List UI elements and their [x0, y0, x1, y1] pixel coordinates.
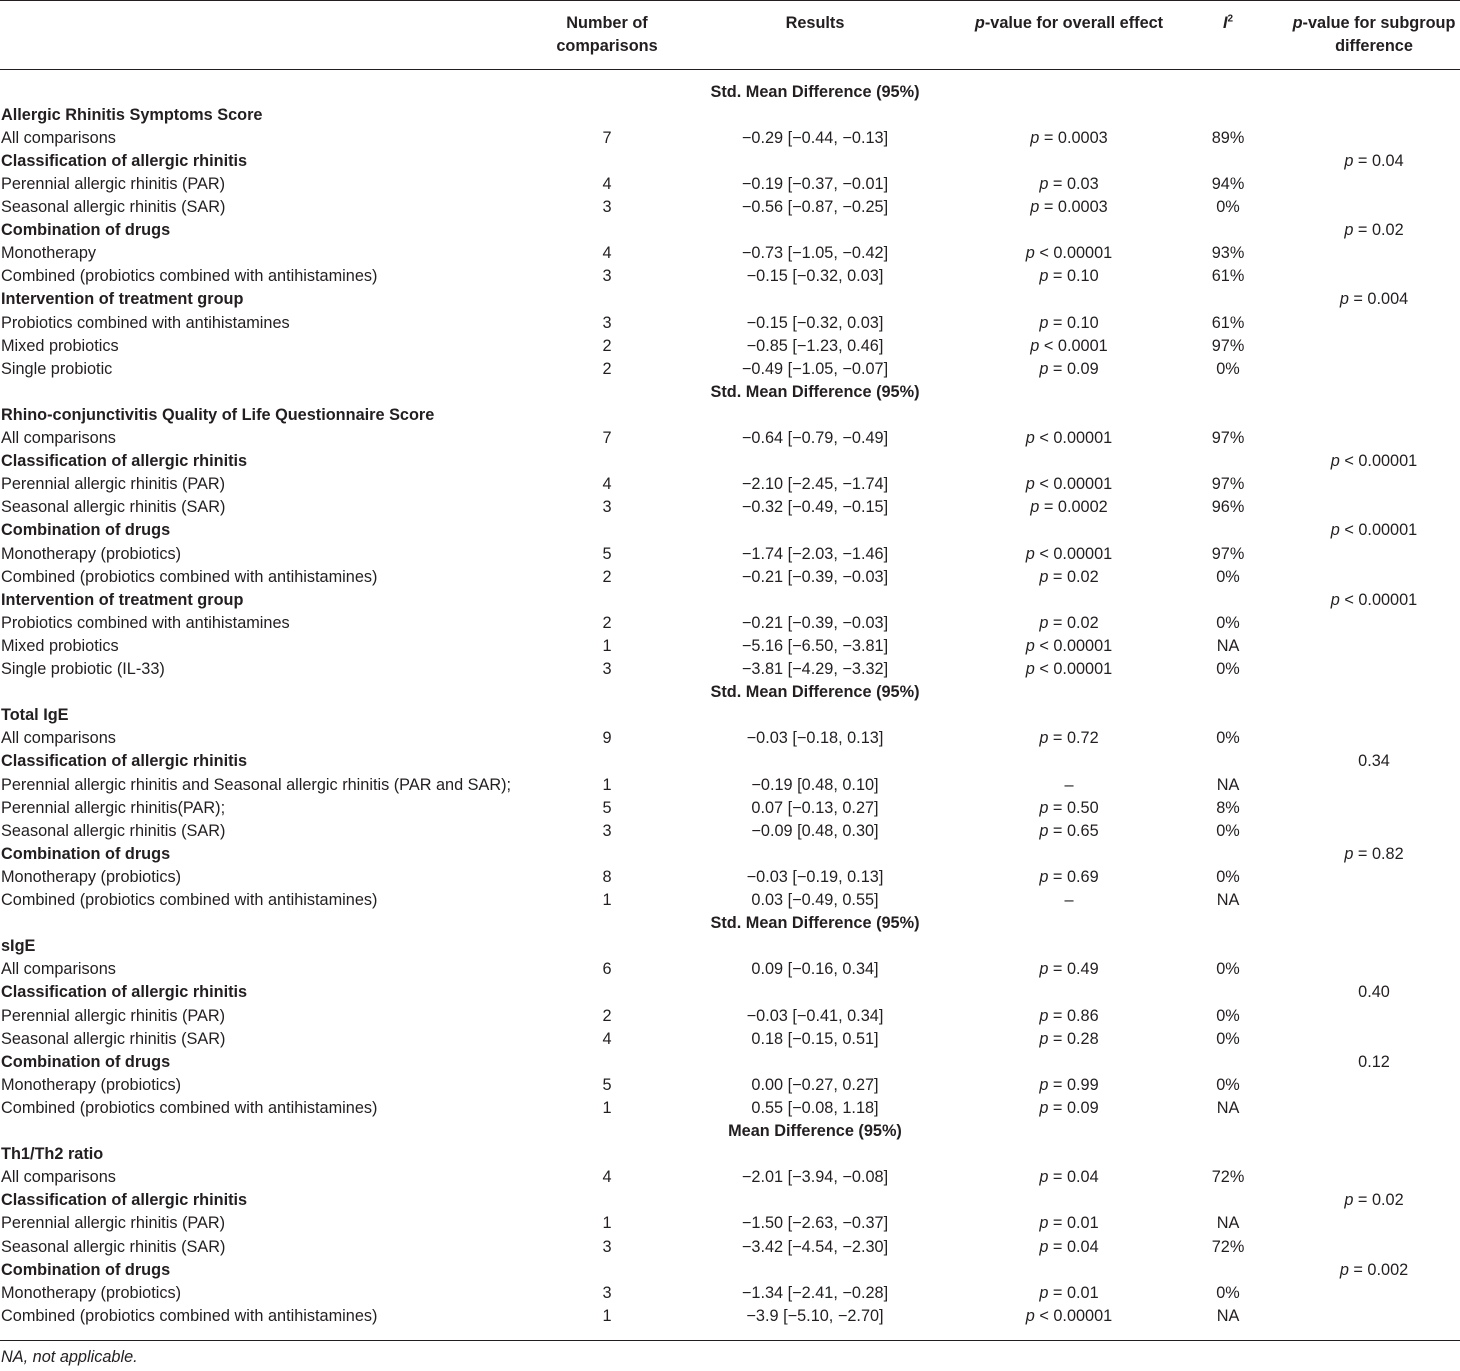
i2-value: 0% — [1216, 567, 1240, 586]
result-value: −2.01 [−3.94, −0.08] — [741, 1168, 889, 1187]
i2-value: NA — [1216, 1214, 1240, 1233]
overall-p-value: p < 0.00001 — [1025, 636, 1113, 655]
overall-p-value: p = 0.72 — [1039, 729, 1099, 748]
row-label: All comparisons — [1, 128, 116, 147]
comparisons-count: 3 — [602, 1283, 612, 1302]
table-row — [0, 889, 1460, 912]
subgroup-p-value: 0.12 — [1358, 1052, 1390, 1071]
row-label: Perennial allergic rhinitis (PAR) — [1, 1006, 226, 1025]
table-row — [0, 566, 1460, 589]
group-label: Intervention of treatment group — [1, 290, 244, 309]
i2-value: 0% — [1216, 1006, 1240, 1025]
i2-value: 0% — [1216, 821, 1240, 840]
result-value: 0.00 [−0.27, 0.27] — [751, 1075, 879, 1094]
i2-value: 94% — [1211, 174, 1245, 193]
table-row — [0, 265, 1460, 288]
i2-value: 0% — [1216, 359, 1240, 378]
row-label: Monotherapy (probiotics) — [1, 1075, 182, 1094]
overall-p-value: p = 0.01 — [1039, 1214, 1099, 1233]
group-label: Combination of drugs — [1, 1052, 171, 1071]
subgroup-p-value: p = 0.82 — [1344, 844, 1404, 863]
result-value: −0.73 [−1.05, −0.42] — [741, 244, 889, 263]
group-label: Allergic Rhinitis Symptoms Score — [1, 105, 263, 124]
comparisons-count: 3 — [602, 821, 612, 840]
i2-value: 97% — [1211, 336, 1245, 355]
overall-p-value: p = 0.03 — [1039, 174, 1099, 193]
table-row — [0, 312, 1460, 335]
row-label: Perennial allergic rhinitis and Seasonal allergic rhinitis (PAR and SAR); — [1, 775, 512, 794]
result-value: 0.07 [−0.13, 0.27] — [751, 798, 879, 817]
comparisons-count: 1 — [602, 891, 612, 909]
overall-p-value: p < 0.00001 — [1025, 544, 1113, 563]
subgroup-p-value: 0.40 — [1358, 983, 1390, 1002]
group-label: Combination of drugs — [1, 521, 171, 540]
comparisons-count: 7 — [602, 429, 612, 447]
i2-value: 0% — [1216, 1075, 1240, 1094]
comparisons-count: 4 — [602, 475, 612, 494]
subgroup-p-value: p = 0.02 — [1344, 1191, 1404, 1210]
table-row — [0, 1028, 1460, 1051]
section-label: Std. Mean Difference (95%) — [710, 683, 920, 702]
result-value: 0.03 [−0.49, 0.55] — [751, 891, 879, 909]
comparisons-count: 4 — [602, 1168, 612, 1187]
group-label: Intervention of treatment group — [1, 590, 244, 609]
table-row — [0, 242, 1460, 265]
comparisons-count: 1 — [602, 1098, 612, 1117]
section-heading — [0, 681, 1460, 704]
result-value: −0.19 [−0.37, −0.01] — [741, 174, 889, 193]
comparisons-count: 5 — [602, 798, 612, 817]
section-heading — [0, 1120, 1460, 1143]
row-label: Mixed probiotics — [1, 636, 119, 655]
result-value: −0.49 [−1.05, −0.07] — [741, 359, 889, 378]
overall-p-value: p = 0.02 — [1039, 567, 1099, 586]
table-row — [0, 1005, 1460, 1028]
table-row — [0, 1097, 1460, 1120]
group-heading — [0, 981, 1460, 1004]
table-row — [0, 797, 1460, 820]
result-value: −3.81 [−4.29, −3.32] — [741, 660, 889, 678]
result-value: −0.03 [−0.41, 0.34] — [746, 1006, 884, 1025]
comparisons-count: 2 — [602, 1006, 612, 1025]
comparisons-count: 8 — [602, 867, 612, 886]
result-value: −1.34 [−2.41, −0.28] — [741, 1283, 889, 1302]
row-label: Perennial allergic rhinitis (PAR) — [1, 475, 226, 494]
subgroup-p-value: p = 0.004 — [1339, 290, 1409, 309]
group-heading — [0, 750, 1460, 773]
table-row — [0, 427, 1460, 450]
result-value: −1.50 [−2.63, −0.37] — [741, 1214, 889, 1233]
overall-p-value: p = 0.10 — [1039, 267, 1099, 286]
group-heading — [0, 150, 1460, 173]
comparisons-count: 5 — [602, 1075, 612, 1094]
overall-p-value: p < 0.00001 — [1025, 660, 1113, 678]
row-label: Probiotics combined with antihistamines — [1, 613, 290, 632]
row-label: Combined (probiotics combined with antihistamines) — [1, 567, 378, 586]
group-heading — [0, 843, 1460, 866]
table-row — [0, 820, 1460, 843]
row-label: Seasonal allergic rhinitis (SAR) — [1, 1237, 226, 1256]
i2-value: 97% — [1211, 475, 1245, 494]
overall-p-value: p = 0.04 — [1039, 1237, 1099, 1256]
row-label: Seasonal allergic rhinitis (SAR) — [1, 498, 226, 517]
table-row — [0, 727, 1460, 750]
overall-p-value: p = 0.0002 — [1030, 498, 1108, 517]
table-row — [0, 1282, 1460, 1305]
row-label: All comparisons — [1, 429, 116, 447]
comparisons-count: 3 — [602, 313, 612, 332]
group-heading — [0, 404, 1460, 427]
table-row — [0, 335, 1460, 358]
footnote: NA, not applicable. — [1, 1348, 138, 1366]
table-row — [0, 1305, 1460, 1328]
subgroup-p-value: p < 0.00001 — [1330, 452, 1418, 471]
overall-p-value: p = 0.0003 — [1030, 128, 1108, 147]
result-value: −0.56 [−0.87, −0.25] — [741, 198, 889, 216]
group-label: Total IgE — [1, 706, 69, 725]
i2-value: NA — [1216, 1098, 1240, 1117]
overall-p-value: p = 0.69 — [1039, 867, 1099, 886]
group-heading — [0, 935, 1460, 958]
comparisons-count: 2 — [602, 613, 612, 632]
row-label: Combined (probiotics combined with antihistamines) — [1, 1098, 378, 1117]
subgroup-p-value: p < 0.00001 — [1330, 521, 1418, 540]
overall-p-value: p = 0.04 — [1039, 1168, 1099, 1187]
overall-p-value: p = 0.28 — [1039, 1029, 1099, 1048]
section-label: Std. Mean Difference (95%) — [710, 82, 920, 101]
result-value: −0.85 [−1.23, 0.46] — [746, 336, 884, 355]
result-value: 0.09 [−0.16, 0.34] — [751, 960, 879, 979]
overall-p-value: p = 0.10 — [1039, 313, 1099, 332]
comparisons-count: 3 — [602, 498, 612, 517]
header-overall-p: p-value for overall effect — [974, 14, 1164, 32]
comparisons-count: 3 — [602, 267, 612, 286]
header-comparisons: Number of comparisons — [556, 14, 658, 55]
overall-p-value: p < 0.00001 — [1025, 1306, 1113, 1325]
group-heading — [0, 519, 1460, 542]
overall-p-value: p < 0.00001 — [1025, 475, 1113, 494]
result-value: −0.21 [−0.39, −0.03] — [741, 613, 889, 632]
result-value: −0.21 [−0.39, −0.03] — [741, 567, 889, 586]
row-label: Perennial allergic rhinitis(PAR); — [1, 798, 226, 817]
table-row — [0, 496, 1460, 519]
subgroup-p-value: p = 0.002 — [1339, 1260, 1409, 1279]
table-row — [0, 958, 1460, 981]
result-value: −0.15 [−0.32, 0.03] — [746, 267, 884, 286]
result-value: −2.10 [−2.45, −1.74] — [741, 475, 889, 494]
table-row — [0, 173, 1460, 196]
row-label: Seasonal allergic rhinitis (SAR) — [1, 1029, 226, 1048]
result-value: −3.42 [−4.54, −2.30] — [741, 1237, 889, 1256]
group-heading — [0, 1259, 1460, 1282]
i2-value: 93% — [1211, 244, 1245, 263]
table-row — [0, 1074, 1460, 1097]
group-label: Combination of drugs — [1, 1260, 171, 1279]
comparisons-count: 2 — [602, 336, 612, 355]
result-value: 0.18 [−0.15, 0.51] — [751, 1029, 879, 1048]
group-heading — [0, 1143, 1460, 1166]
group-label: Th1/Th2 ratio — [1, 1145, 104, 1164]
group-heading — [0, 1051, 1460, 1074]
i2-value: 89% — [1211, 128, 1245, 147]
group-label: sIgE — [1, 937, 36, 956]
comparisons-count: 3 — [602, 198, 612, 216]
group-heading — [0, 288, 1460, 311]
overall-p-value: p = 0.99 — [1039, 1075, 1099, 1094]
subgroup-p-value: p = 0.02 — [1344, 221, 1404, 240]
comparisons-count: 5 — [602, 544, 612, 563]
group-label: Classification of allergic rhinitis — [1, 752, 248, 771]
result-value: −0.29 [−0.44, −0.13] — [741, 128, 889, 147]
overall-p-value: – — [1064, 775, 1074, 794]
row-label: Monotherapy (probiotics) — [1, 1283, 182, 1302]
i2-value: 72% — [1211, 1168, 1245, 1187]
result-value: −0.19 [0.48, 0.10] — [751, 775, 879, 794]
table-row — [0, 473, 1460, 496]
overall-p-value: p = 0.50 — [1039, 798, 1099, 817]
group-label: Combination of drugs — [1, 221, 171, 240]
result-value: −0.03 [−0.18, 0.13] — [746, 729, 884, 748]
group-label: Rhino-conjunctivitis Quality of Life Questionnaire Score — [1, 405, 435, 424]
i2-value: 72% — [1211, 1237, 1245, 1256]
group-label: Classification of allergic rhinitis — [1, 1191, 248, 1210]
section-heading — [0, 381, 1460, 404]
comparisons-count: 3 — [602, 1237, 612, 1256]
result-value: −0.15 [−0.32, 0.03] — [746, 313, 884, 332]
comparisons-count: 4 — [602, 244, 612, 263]
row-label: Mixed probiotics — [1, 336, 119, 355]
group-label: Classification of allergic rhinitis — [1, 151, 248, 170]
row-label: Seasonal allergic rhinitis (SAR) — [1, 821, 226, 840]
comparisons-count: 9 — [602, 729, 612, 748]
result-value: −0.64 [−0.79, −0.49] — [741, 429, 889, 447]
top-rule — [0, 0, 1460, 1]
result-value: −0.32 [−0.49, −0.15] — [741, 498, 889, 517]
table-row — [0, 1166, 1460, 1189]
group-heading — [0, 219, 1460, 242]
subgroup-p-value: p < 0.00001 — [1330, 590, 1418, 609]
row-label: Monotherapy — [1, 244, 97, 263]
section-heading — [0, 912, 1460, 935]
comparisons-count: 1 — [602, 1214, 612, 1233]
table-row — [0, 1212, 1460, 1235]
group-heading — [0, 1189, 1460, 1212]
row-label: Perennial allergic rhinitis (PAR) — [1, 174, 226, 193]
table-row — [0, 866, 1460, 889]
header-i2: $I^2$ — [1222, 13, 1234, 32]
i2-value: 0% — [1216, 867, 1240, 886]
result-value: −3.9 [−5.10, −2.70] — [746, 1306, 884, 1325]
row-label: Combined (probiotics combined with antihistamines) — [1, 1306, 378, 1325]
row-label: Monotherapy (probiotics) — [1, 867, 182, 886]
section-label: Std. Mean Difference (95%) — [710, 914, 920, 933]
i2-value: 0% — [1216, 1029, 1240, 1048]
overall-p-value: p < 0.00001 — [1025, 244, 1113, 263]
group-heading — [0, 589, 1460, 612]
overall-p-value: p = 0.09 — [1039, 359, 1099, 378]
subgroup-p-value: 0.34 — [1358, 752, 1390, 771]
comparisons-count: 2 — [602, 567, 612, 586]
comparisons-count: 1 — [602, 1306, 612, 1325]
i2-value: 0% — [1216, 613, 1240, 632]
header-subgroup-p: p-value for subgroup difference — [1292, 14, 1456, 55]
row-label: All comparisons — [1, 729, 116, 748]
i2-value: NA — [1216, 775, 1240, 794]
comparisons-count: 4 — [602, 174, 612, 193]
i2-value: 0% — [1216, 660, 1240, 678]
row-label: All comparisons — [1, 960, 116, 979]
overall-p-value: p < 0.0001 — [1030, 336, 1108, 355]
header-rule — [0, 69, 1460, 70]
comparisons-count: 4 — [602, 1029, 612, 1048]
i2-value: 97% — [1211, 544, 1245, 563]
i2-value: 0% — [1216, 729, 1240, 748]
i2-value: 61% — [1211, 267, 1245, 286]
comparisons-count: 1 — [602, 775, 612, 794]
row-label: Perennial allergic rhinitis (PAR) — [1, 1214, 226, 1233]
header-results: Results — [785, 14, 845, 32]
group-label: Combination of drugs — [1, 844, 171, 863]
section-label: Std. Mean Difference (95%) — [710, 382, 920, 401]
comparisons-count: 7 — [602, 128, 612, 147]
i2-value: NA — [1216, 636, 1240, 655]
row-label: Single probiotic (IL-33) — [1, 660, 165, 678]
result-value: −0.09 [0.48, 0.30] — [751, 821, 879, 840]
i2-value: NA — [1216, 891, 1240, 909]
row-label: Seasonal allergic rhinitis (SAR) — [1, 198, 226, 216]
result-value: −0.03 [−0.19, 0.13] — [746, 867, 884, 886]
row-label: Single probiotic — [1, 359, 113, 378]
table-row — [0, 1236, 1460, 1259]
overall-p-value: p < 0.00001 — [1025, 429, 1113, 447]
table-row — [0, 543, 1460, 566]
overall-p-value: p = 0.86 — [1039, 1006, 1099, 1025]
group-label: Classification of allergic rhinitis — [1, 983, 248, 1002]
group-heading — [0, 450, 1460, 473]
i2-value: 96% — [1211, 498, 1245, 517]
row-label: Probiotics combined with antihistamines — [1, 313, 290, 332]
table-row — [0, 196, 1460, 219]
overall-p-value: – — [1064, 891, 1074, 909]
group-label: Classification of allergic rhinitis — [1, 452, 248, 471]
group-heading — [0, 104, 1460, 127]
table-row — [0, 635, 1460, 658]
result-value: −5.16 [−6.50, −3.81] — [741, 636, 889, 655]
overall-p-value: p = 0.0003 — [1030, 198, 1108, 216]
overall-p-value: p = 0.49 — [1039, 960, 1099, 979]
table-row — [0, 612, 1460, 635]
table-row — [0, 774, 1460, 797]
result-value: 0.55 [−0.08, 1.18] — [751, 1098, 879, 1117]
group-heading — [0, 704, 1460, 727]
overall-p-value: p = 0.02 — [1039, 613, 1099, 632]
table-row — [0, 127, 1460, 150]
section-heading — [0, 81, 1460, 104]
row-label: Monotherapy (probiotics) — [1, 544, 182, 563]
comparisons-count: 2 — [602, 359, 612, 378]
row-label: Combined (probiotics combined with antihistamines) — [1, 891, 378, 909]
i2-value: 8% — [1216, 798, 1240, 817]
subgroup-p-value: p = 0.04 — [1344, 151, 1404, 170]
i2-value: NA — [1216, 1306, 1240, 1325]
comparisons-count: 1 — [602, 636, 612, 655]
bottom-rule — [0, 1340, 1460, 1341]
overall-p-value: p = 0.09 — [1039, 1098, 1099, 1117]
table-row — [0, 358, 1460, 381]
table-row — [0, 658, 1460, 681]
overall-p-value: p = 0.65 — [1039, 821, 1099, 840]
i2-value: 61% — [1211, 313, 1245, 332]
i2-value: 0% — [1216, 960, 1240, 979]
result-value: −1.74 [−2.03, −1.46] — [741, 544, 889, 563]
row-label: All comparisons — [1, 1168, 116, 1187]
comparisons-count: 3 — [602, 660, 612, 678]
row-label: Combined (probiotics combined with antihistamines) — [1, 267, 378, 286]
i2-value: 0% — [1216, 1283, 1240, 1302]
i2-value: 97% — [1211, 429, 1245, 447]
comparisons-count: 6 — [602, 960, 612, 979]
section-label: Mean Difference (95%) — [728, 1122, 902, 1140]
i2-value: 0% — [1216, 198, 1240, 216]
overall-p-value: p = 0.01 — [1039, 1283, 1099, 1302]
